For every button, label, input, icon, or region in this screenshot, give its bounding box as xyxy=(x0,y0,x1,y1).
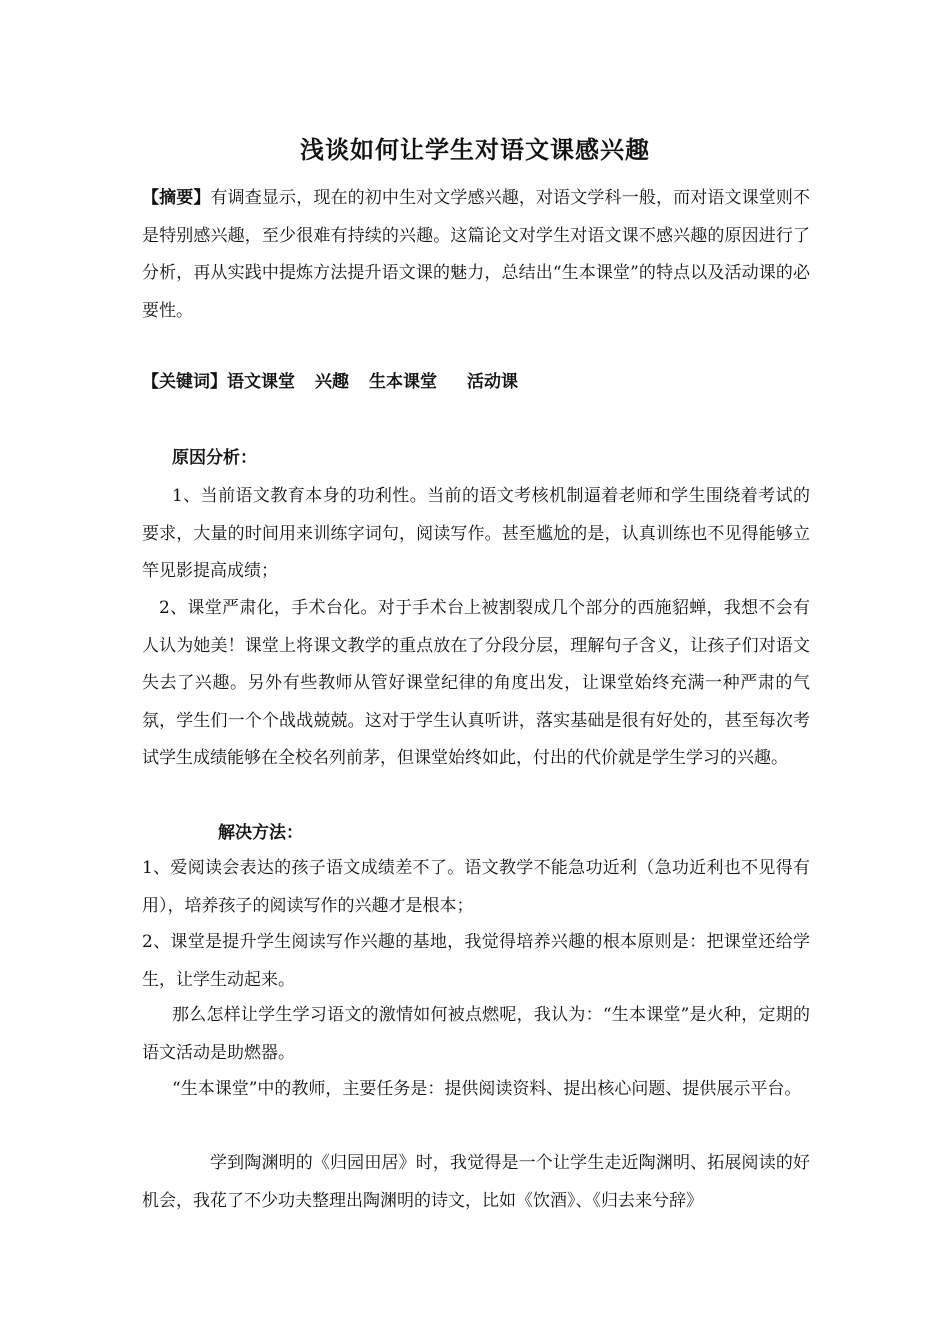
reason-item: 2、课堂严肃化，手术台化。对于手术台上被割裂成几个部分的西施貂蝉，我想不会有人认为她美！课堂上将课文教学的重点放在了分段分层，理解句子含义，让孩子们对语文失去了兴趣。另外有些教师从管好课堂纪律的角度出发，让课堂始终充满一种严肃的气氛，学生们一个个战战兢兢。这对于学生认真听讲，落实基础是很有好处的，甚至每次考试学生成绩能够在全校名列前茅，但课堂始终如此，付出的代价就是学生学习的兴趣。 xyxy=(142,598,810,768)
solution-item: 2、课堂是提升学生阅读写作兴趣的基地，我觉得培养兴趣的根本原则是：把课堂还给学生，让学生动起来。 xyxy=(142,932,810,990)
abstract-text: 有调查显示，现在的初中生对文学感兴趣，对语文学科一般，而对语文课堂则不是特别感兴趣，至少很难有持续的兴趣。这篇论文对学生对语文课不感兴趣的原因进行了分析，再从实践中提炼方法提升语文课的魅力，总结出“生本课堂”的特点以及活动课的必要性。 xyxy=(142,188,811,321)
body-paragraph: 学到陶渊明的《归园田居》时，我觉得是一个让学生走近陶渊明、拓展阅读的好机会，我花了不少功夫整理出陶渊明的诗文，比如《饮酒》、《归去来兮辞》 xyxy=(142,1153,810,1211)
body-paragraph: 那么怎样让学生学习语文的激情如何被点燃呢，我认为：“生本课堂”是火种，定期的语文活动是助燃器。 xyxy=(142,1005,810,1063)
body-paragraph: “生本课堂”中的教师，主要任务是：提供阅读资料、提出核心问题、提供展示平台。 xyxy=(172,1079,802,1099)
keyword-item: 生本课堂 xyxy=(369,372,437,392)
keyword-item: 兴趣 xyxy=(315,372,349,392)
reason-heading: 原因分析： xyxy=(172,448,257,468)
document-title: 浅谈如何让学生对语文课感兴趣 xyxy=(300,135,650,164)
keyword-item: 语文课堂 xyxy=(227,372,295,392)
reason-item: 1、当前语文教育本身的功利性。当前的语文考核机制逼着老师和学生围绕着考试的要求，大量的时间用来训练字词句，阅读写作。甚至尴尬的是，认真训练也不见得能够立竿见影提高成绩； xyxy=(142,486,810,581)
abstract-paragraph xyxy=(142,180,810,330)
solution-heading: 解决方法： xyxy=(218,823,303,843)
keyword-item: 活动课 xyxy=(467,372,518,392)
keywords-label: 【关键词】 xyxy=(142,372,227,392)
abstract-label: 【摘要】 xyxy=(142,188,211,208)
solution-item: 1、爱阅读会表达的孩子语文成绩差不了。语文教学不能急功近利（急功近利也不见得有用），培养孩子的阅读写作的兴趣才是根本； xyxy=(142,858,810,916)
keywords-line xyxy=(142,364,810,402)
